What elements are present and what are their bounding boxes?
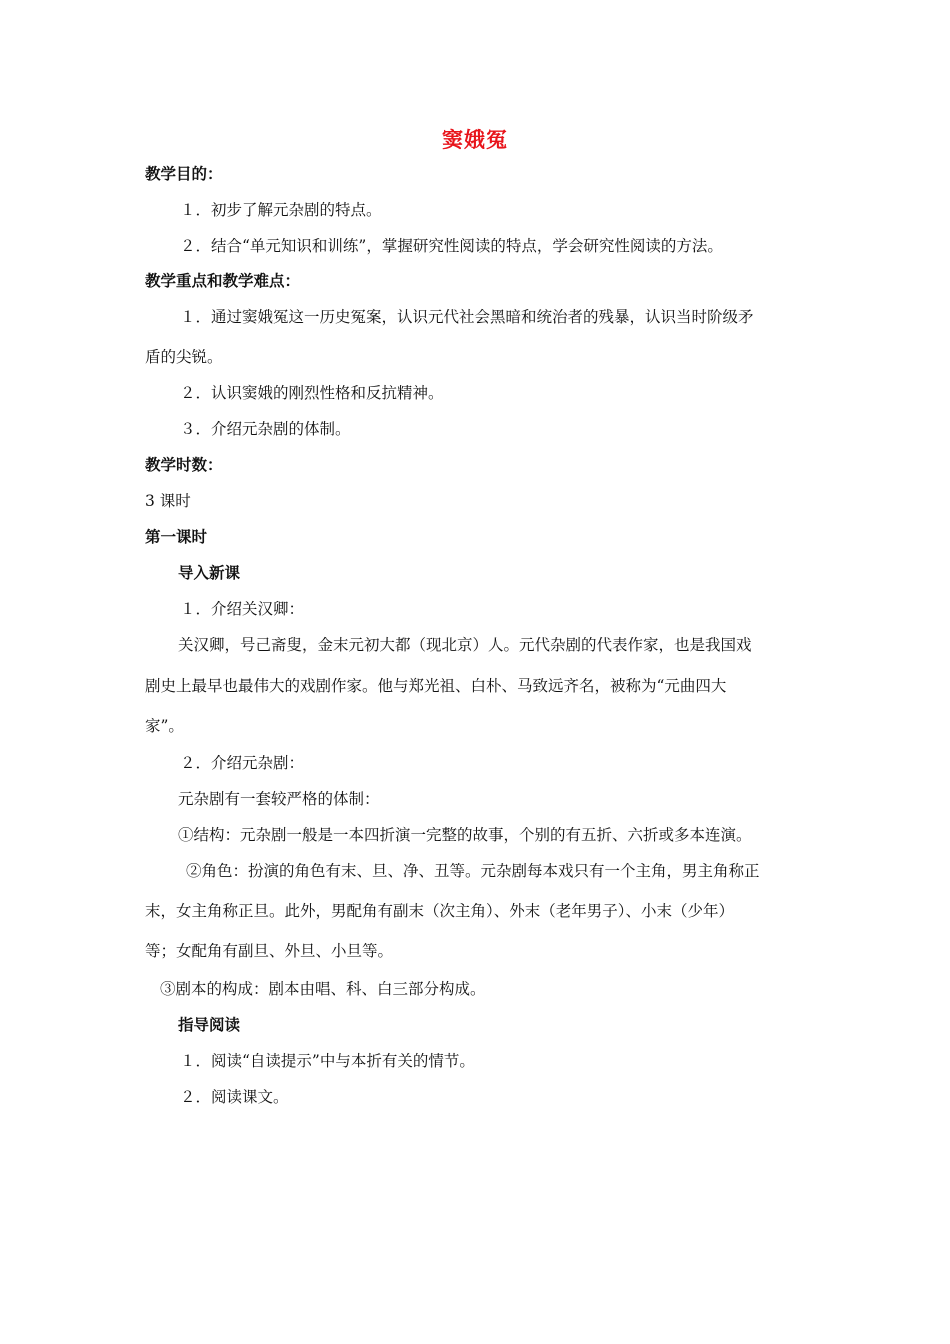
guan-paragraph-line-3: 家”。 — [145, 717, 184, 735]
key-point-2: ２．认识窦娥的刚烈性格和反抗精神。 — [180, 384, 444, 402]
key-point-1-line-1: １．通过窦娥冤这一历史冤案，认识元代社会黑暗和统治者的残暴，认识当时阶级矛 — [180, 308, 754, 326]
zaju-system-text: 元杂剧有一套较严格的体制： — [178, 790, 380, 808]
objective-2: ２．结合“单元知识和训练”，掌握研究性阅读的特点，学会研究性阅读的方法。 — [180, 237, 723, 255]
hours-value: 3 课时 — [145, 492, 191, 510]
guan-paragraph-line-2: 剧史上最早也最伟大的戏剧作家。他与郑光祖、白朴、马致远齐名，被称为“元曲四大 — [145, 677, 727, 695]
guan-paragraph-line-1: 关汉卿，号己斋叟，金末元初大都（现北京）人。元代杂剧的代表作家，也是我国戏 — [178, 636, 752, 654]
lesson-1-heading: 第一课时 — [145, 528, 208, 546]
roles-text-line-2: 末，女主角称正旦。此外，男配角有副末（次主角）、外末（老年男子）、小末（少年） — [145, 902, 735, 920]
intro-item-1: １．介绍关汉卿： — [180, 600, 305, 618]
guide-item-2: ２．阅读课文。 — [180, 1088, 289, 1106]
intro-item-2: ２．介绍元杂剧： — [180, 754, 305, 772]
objectives-heading: 教学目的： — [145, 165, 223, 183]
roles-text-line-1: ②角色：扮演的角色有末、旦、净、丑等。元杂剧每本戏只有一个主角，男主角称正 — [186, 862, 760, 880]
guide-item-1: １．阅读“自读提示”中与本折有关的情节。 — [180, 1052, 475, 1070]
structure-text: ①结构：元杂剧一般是一本四折演一完整的故事，个别的有五折、六折或多本连演。 — [178, 826, 752, 844]
key-point-3: ３．介绍元杂剧的体制。 — [180, 420, 351, 438]
intro-heading: 导入新课 — [178, 564, 241, 582]
objective-1: １．初步了解元杂剧的特点。 — [180, 201, 382, 219]
key-point-1-line-2: 盾的尖锐。 — [145, 348, 223, 366]
script-parts-text: ③剧本的构成：剧本由唱、科、白三部分构成。 — [160, 980, 486, 998]
document-title: 窦娥冤 — [442, 128, 508, 152]
hours-heading: 教学时数： — [145, 456, 223, 474]
guide-heading: 指导阅读 — [178, 1016, 241, 1034]
roles-text-line-3: 等；女配角有副旦、外旦、小旦等。 — [145, 942, 394, 960]
key-points-heading: 教学重点和教学难点： — [145, 272, 301, 290]
